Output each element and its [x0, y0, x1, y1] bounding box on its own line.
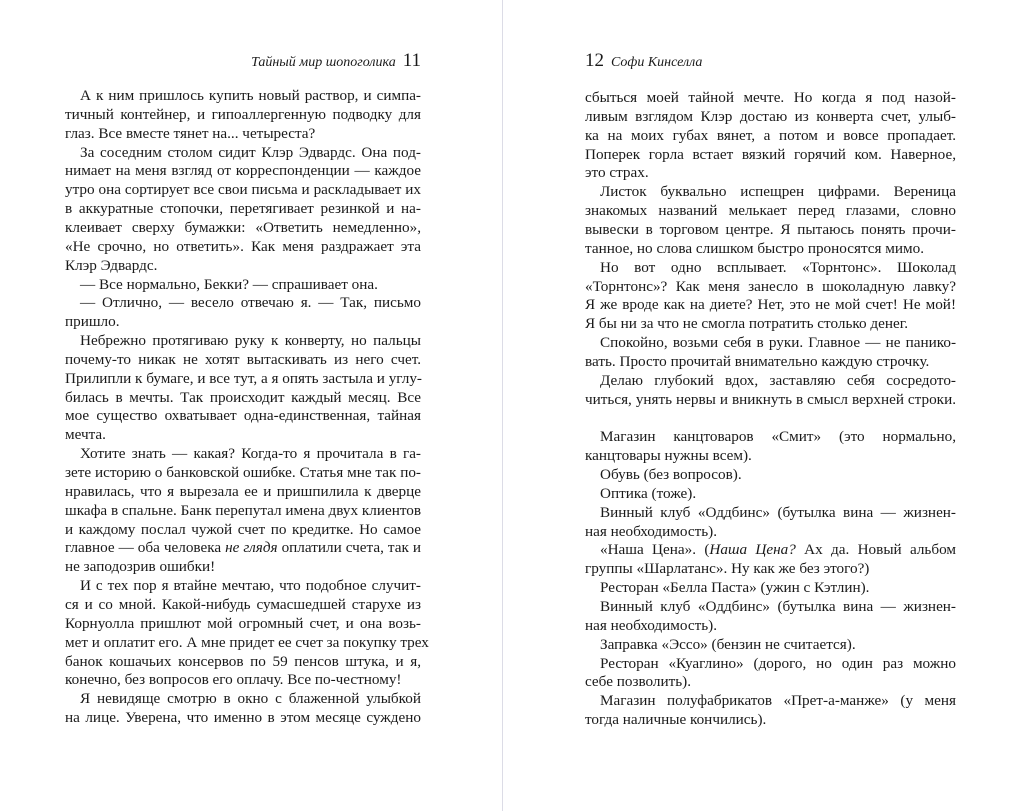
line-text: шкафа в спальне. Банк перепутал имена двух клиентов [65, 501, 422, 519]
line-text: ная необходимость). [585, 616, 718, 634]
italic-emphasis: не глядя [225, 539, 278, 557]
text-line [585, 710, 956, 729]
line-text: «Не срочно, но ответить». Как меня раздражает эта [65, 237, 421, 255]
line-text: — Все нормально, Бекки? — спрашивает она. [80, 275, 378, 293]
text-line [585, 691, 956, 710]
text-line [585, 314, 956, 333]
line-text: читься, унять нервы и вникнуть в смысл верхней строки. [585, 390, 956, 408]
text-line [65, 105, 421, 124]
line-text: танное, но слова слишком быстро проносятся мимо. [585, 239, 925, 257]
line-text: Небрежно протягиваю руку к конверту, но пальцы [80, 332, 421, 350]
line-text: знакомых названий мелькает перед глазами, словно [585, 202, 956, 220]
text-line [65, 444, 421, 463]
line-text: сбыться моей тайной мечте. Но когда я под назой- [585, 89, 956, 106]
text-line [65, 501, 421, 520]
text-line [65, 576, 421, 595]
text-line [585, 522, 956, 541]
text-line [65, 557, 421, 576]
running-title: Тайный мир шопоголика [251, 55, 396, 70]
text-line [585, 277, 956, 296]
line-text: Ах да. Новый альбом [795, 541, 956, 559]
line-text: оплатили счета, так и [277, 539, 421, 557]
line-text: и каждому послал чужой счет по кредитке. Но самое [65, 520, 421, 538]
line-text: А к ним пришлось купить новый раствор, и симпа- [80, 87, 421, 104]
text-line [585, 484, 956, 503]
line-text: Поперек горла встает вязкий горячий ком. Наверное, [585, 145, 956, 163]
line-text: Хотите знать — какая? Когда-то я прочитала в га- [80, 445, 421, 463]
line-text: нимает на меня взгляд от корреспонденции — каждое [65, 162, 421, 180]
line-text: не заподозрив ошибки! [65, 558, 216, 576]
line-text: Магазин полуфабрикатов «Прет-а-манже» (у меня [600, 692, 956, 710]
text-line [585, 239, 956, 258]
text-line [65, 256, 421, 275]
line-text: Заправка «Эссо» (бензин не считается). [600, 635, 856, 653]
line-text: вать. Просто прочитай внимательно каждую строчку. [585, 352, 930, 370]
text-line [585, 408, 956, 427]
text-line [65, 143, 421, 162]
text-line [585, 654, 956, 673]
page-gutter-divider [502, 0, 503, 811]
line-text: клеивает сверху бумажки: «Ответить немедленно», [65, 218, 421, 236]
line-text: почему-то никак не хотят вытаскивать из него счет. [65, 350, 421, 368]
text-line [65, 218, 421, 237]
line-text: мечта. [65, 426, 106, 444]
line-text: утро она сортирует все свои письма и раскладывает их [65, 181, 421, 199]
text-line [65, 689, 421, 708]
line-text: Винный клуб «Оддбинс» (бутылка вина — жизнен- [600, 597, 956, 615]
line-text: это страх. [585, 164, 649, 182]
line-text: Прилипли к бумаге, и все тут, а я опять застыла и углу- [65, 369, 422, 387]
text-line [585, 390, 956, 409]
text-line [65, 406, 421, 425]
left-page [65, 0, 429, 811]
text-line [65, 425, 421, 444]
text-line [585, 352, 956, 371]
line-text: Ресторан «Куаглино» (дорого, но один раз можно [600, 654, 956, 672]
text-line [65, 614, 421, 633]
line-text: ливым взглядом Клэр достаю из конверта счет, улыб- [585, 107, 956, 125]
line-text: И с тех пор я втайне мечтаю, что подобное случит- [80, 577, 421, 595]
text-line [65, 161, 421, 180]
text-line [65, 275, 421, 294]
right-page-header [585, 50, 702, 72]
line-text: мет и оплатит его. А мне придет ее счет за покупку трех [65, 633, 429, 651]
line-text: Листок буквально испещрен цифрами. Вереница [600, 183, 956, 201]
line-text: Магазин канцтоваров «Смит» (это нормально, [600, 428, 956, 446]
text-line [585, 371, 956, 390]
text-line [65, 369, 421, 388]
text-line [65, 708, 421, 727]
line-text: банок кошачьих консервов по 59 пенсов штука, и я, [65, 652, 421, 670]
text-line [65, 86, 421, 105]
line-text: группы «Шарлатанс». Ну как же без этого?) [585, 560, 870, 578]
right-page [585, 0, 956, 811]
text-line [585, 597, 956, 616]
line-text: ная необходимость). [585, 522, 718, 540]
line-text: мое существо охватывает одна-единственная, тайная [65, 407, 421, 425]
line-text: ка на моих губах вянет, а потом и вовсе пропадает. [585, 126, 956, 144]
text-line [585, 295, 956, 314]
text-line [585, 503, 956, 522]
line-text: нравилась, что я вырезала ее и пришпилила к дверце [65, 482, 421, 500]
text-line [65, 180, 421, 199]
text-line [585, 107, 956, 126]
text-line [65, 538, 421, 557]
text-line [585, 182, 956, 201]
text-line [65, 633, 429, 652]
text-line [65, 199, 421, 218]
text-line [65, 670, 421, 689]
text-line [65, 331, 421, 350]
line-text: Но вот одно всплывает. «Торнтонс». Шоколад [600, 258, 956, 276]
text-line [65, 463, 421, 482]
line-text: тогда наличные кончились). [585, 711, 767, 729]
line-text: канцтовары нужны всем). [585, 447, 752, 465]
text-line [585, 201, 956, 220]
line-text: Корнуолла пришлют мой огромный счет, и она возь- [65, 614, 421, 632]
line-text: Винный клуб «Оддбинс» (бутылка вина — жизнен- [600, 503, 956, 521]
line-text: ся и со мной. Какой-нибудь сумасшедшей старухе из [65, 595, 421, 613]
text-line [65, 652, 421, 671]
page-number: 11 [402, 50, 421, 71]
italic-emphasis: Наша Цена? [709, 541, 796, 559]
line-text: Обувь (без вопросов). [600, 466, 742, 483]
page-number: 12 [585, 50, 604, 71]
line-text: в аккуратные стопочки, перетягивает резинкой и на- [65, 200, 421, 218]
text-line [585, 88, 956, 107]
line-text: вывески в торговом центре. Я пытаюсь понять прочи- [585, 220, 956, 238]
text-line [65, 482, 421, 501]
line-text: на лице. Уверена, что именно в этом месяце суждено [65, 709, 421, 727]
line-text: Ресторан «Белла Паста» (ужин с Кэтлин). [600, 579, 870, 597]
text-line [65, 237, 421, 256]
text-line [65, 312, 421, 331]
left-page-header [251, 50, 421, 72]
line-text: Я же вроде как на диете? Нет, это не мой счет! Не мой! [585, 296, 956, 314]
text-line [585, 540, 956, 559]
text-line [65, 124, 421, 143]
text-line [585, 616, 956, 635]
line-text: Делаю глубокий вдох, заставляю себя сосредото- [600, 371, 956, 389]
line-text: Я невидяще смотрю в окно с блаженной улыбкой [80, 690, 421, 708]
line-text: Спокойно, возьми себя в руки. Главное — не панико- [600, 334, 956, 352]
text-line [585, 427, 956, 446]
line-text: тичный контейнер, и гипоаллергенную подводку для [65, 105, 421, 123]
line-text: — Отлично, — весело отвечаю я. — Так, письмо [80, 294, 421, 312]
line-text: билась в мечты. Так происходит каждый месяц. Все [65, 388, 421, 406]
text-line [585, 145, 956, 164]
text-line [65, 388, 421, 407]
text-line [65, 520, 421, 539]
text-line [585, 635, 956, 654]
text-line [585, 446, 956, 465]
line-text: главное — оба человека [65, 539, 226, 557]
text-line [585, 578, 956, 597]
line-text: конечно, без вопросов его оплачу. Все по-честному! [65, 671, 402, 689]
text-line [65, 595, 421, 614]
text-line [585, 258, 956, 277]
line-text: глаз. Все вместе тянет на... четыреста? [65, 124, 316, 142]
running-title: Софи Кинселла [611, 55, 703, 70]
line-text: Оптика (тоже). [600, 484, 697, 502]
text-line [585, 333, 956, 352]
text-line [585, 163, 956, 182]
text-line [585, 559, 956, 578]
text-line [585, 465, 956, 484]
line-text: пришло. [65, 313, 120, 331]
text-line [585, 672, 956, 691]
line-text: себе позволить). [585, 673, 692, 691]
line-text: За соседним столом сидит Клэр Эдвардс. Она под- [80, 143, 421, 161]
line-text: Клэр Эдвардс. [65, 256, 158, 274]
text-line [585, 220, 956, 239]
line-text: «Торнтонс»? Как меня занесло в шоколадную лавку? [585, 277, 956, 295]
text-line [65, 293, 421, 312]
line-text: Я бы ни за что не смогла потратить столько денег. [585, 315, 909, 333]
line-text: зете историю о банковской ошибке. Статья мне так по- [65, 464, 421, 481]
text-line [65, 350, 421, 369]
line-text: «Наша Цена». ( [600, 541, 710, 559]
text-line [585, 126, 956, 145]
